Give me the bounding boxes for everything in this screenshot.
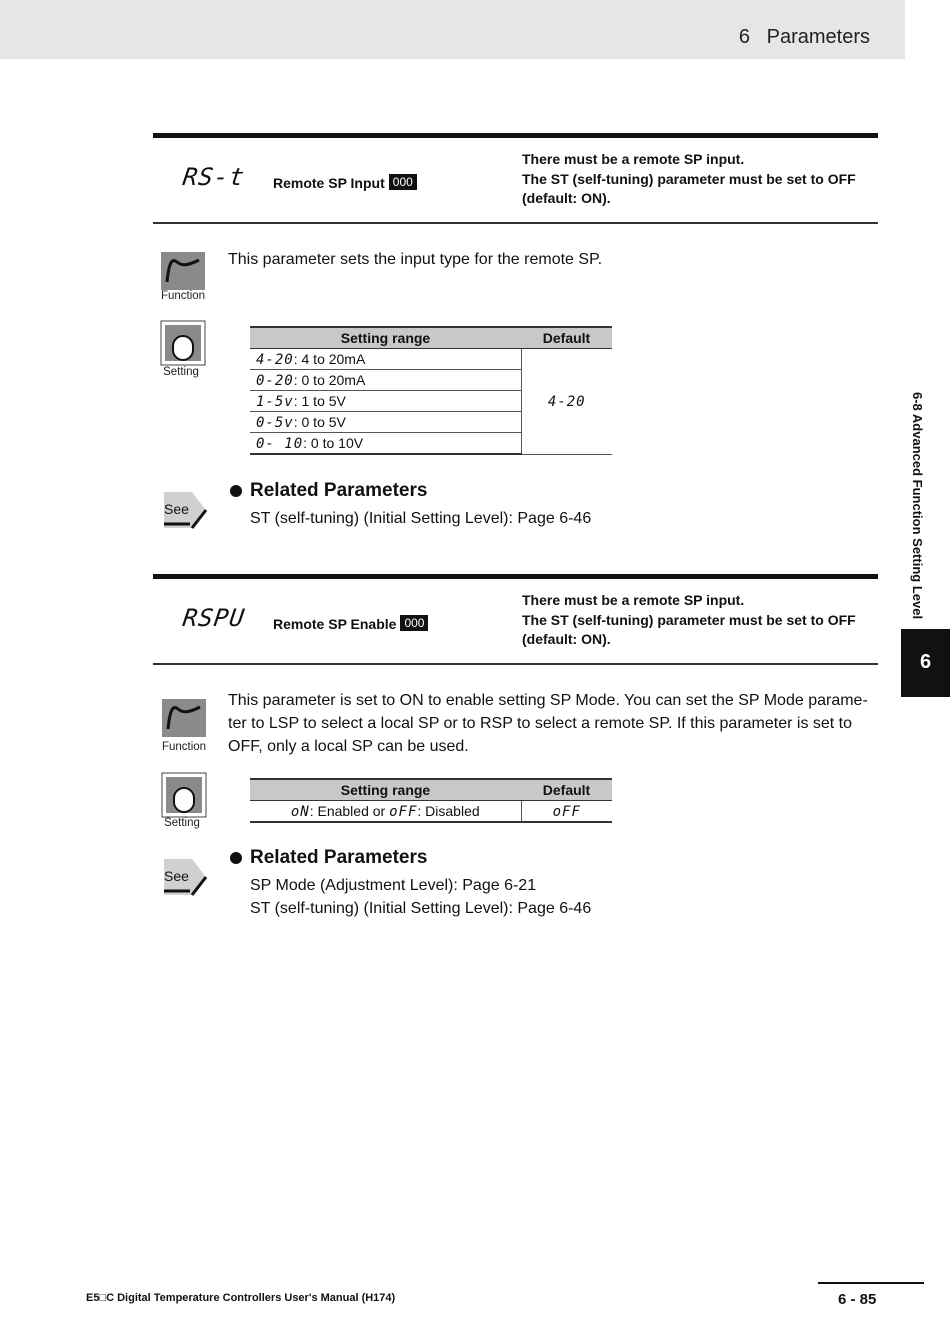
function-icon-label: Function (160, 290, 206, 302)
condition-line: The ST (self-tuning) parameter must be set to OFF (522, 170, 856, 187)
table-row (250, 801, 612, 823)
table-row (250, 349, 612, 370)
description-line: This parameter is set to ON to enable setting SP Mode. You can set the SP Mode parame- (228, 692, 868, 709)
see-icon-label: See (164, 501, 189, 517)
function-icon-label: Function (161, 741, 207, 753)
bullet-icon (230, 852, 242, 864)
column-header: Default (521, 327, 612, 349)
param-conditions (522, 150, 882, 209)
setting-desc: : 0 to 20mA (293, 371, 366, 388)
description-line: OFF, only a local SP can be used. (228, 738, 469, 755)
manual-title: E5□C Digital Temperature Controllers User's Manual (H174) (86, 1292, 396, 1304)
setting-code: 4-20 (256, 351, 294, 368)
column-header: Setting range (250, 779, 521, 801)
param-code-display: RSPU (181, 604, 247, 632)
setting-code: 0-20 (256, 372, 294, 389)
chapter-tab: 6 (901, 629, 950, 697)
column-header: Setting range (250, 327, 521, 349)
description-line: ter to LSP to select a local SP or to RSP to select a remote SP. If this parameter is set to (228, 715, 853, 732)
bullet-icon (230, 485, 242, 497)
related-link[interactable]: SP Mode (Adjustment Level): Page 6-21 (250, 877, 537, 894)
column-header: Default (521, 779, 612, 801)
setting-code: 0-5v (256, 414, 294, 431)
related-list (250, 874, 591, 920)
function-description (228, 689, 878, 758)
related-heading: Related Parameters (250, 480, 428, 501)
param-conditions (522, 591, 882, 650)
condition-line: There must be a remote SP input. (522, 592, 745, 608)
setting-desc: : 0 to 10V (303, 434, 364, 451)
condition-line: (default: ON). (522, 190, 611, 206)
function-icon (161, 252, 205, 292)
related-heading: Related Parameters (250, 847, 428, 868)
setting-code: 1-5v (256, 393, 294, 410)
param-title (273, 174, 417, 191)
default-value: oFF (552, 803, 581, 820)
default-value: 4-20 (547, 393, 586, 410)
function-icon (162, 699, 206, 739)
page-header-title: 6 Parameters (738, 26, 870, 48)
setting-desc: : Disabled (417, 802, 480, 819)
setting-desc: : 4 to 20mA (293, 350, 366, 367)
setting-desc: : 1 to 5V (293, 392, 346, 409)
section-rule-bottom (153, 663, 878, 665)
setting-desc: : 0 to 5V (293, 413, 346, 430)
setting-icon (161, 772, 205, 812)
setting-table (250, 778, 612, 823)
page-number: 6 - 85 (838, 1291, 877, 1308)
setting-code: 0- 10 (256, 435, 304, 452)
section-rule-top (153, 574, 878, 579)
param-name: Remote SP Input (273, 175, 385, 191)
condition-line: The ST (self-tuning) parameter must be set to OFF (522, 611, 856, 628)
level-badge: 000 (400, 615, 428, 631)
related-link[interactable]: ST (self-tuning) (Initial Setting Level): Page 6-46 (250, 900, 592, 917)
related-link[interactable]: ST (self-tuning) (Initial Setting Level): Page 6-46 (250, 510, 592, 527)
condition-line: (default: ON). (522, 631, 611, 647)
setting-icon (160, 320, 204, 360)
section-rule-bottom (153, 222, 878, 224)
param-title (273, 615, 428, 632)
param-name: Remote SP Enable (273, 616, 397, 632)
condition-line: There must be a remote SP input. (522, 151, 745, 167)
footer-rule (818, 1282, 924, 1284)
param-code-display: RS-t (181, 163, 247, 191)
setting-table (250, 326, 612, 455)
level-badge: 000 (389, 174, 417, 190)
see-icon-label: See (164, 868, 189, 884)
setting-icon-label: Setting (164, 817, 200, 829)
setting-desc: : Enabled or (309, 802, 390, 819)
section-side-label: 6-8 Advanced Function Setting Level (910, 392, 925, 620)
function-description: This parameter sets the input type for the remote SP. (228, 251, 603, 268)
setting-code: oN (290, 803, 310, 820)
setting-icon-label: Setting (163, 366, 199, 378)
section-rule-top (153, 133, 878, 138)
setting-code: oFF (389, 803, 418, 820)
